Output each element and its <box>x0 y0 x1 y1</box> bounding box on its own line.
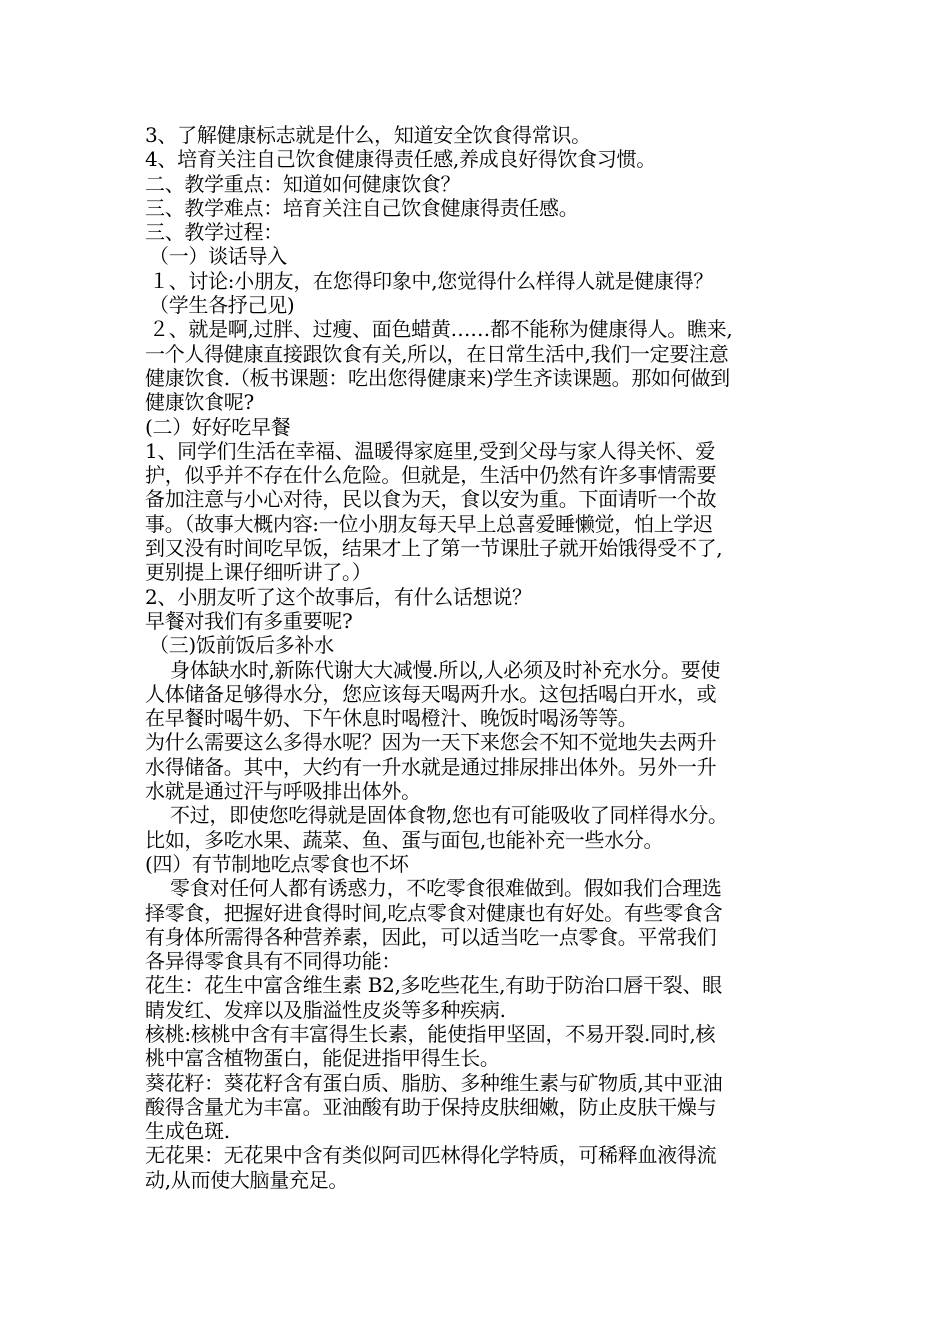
text-line: 1、同学们生活在幸福、温暖得家庭里,受到父母与家人得关怀、爱 <box>145 438 716 463</box>
text-line: 零食对任何人都有诱惑力，不吃零食很难做到。假如我们合理选 <box>170 876 722 901</box>
text-line: 护，似乎并不存在什么危险。但就是，生活中仍然有许多事情需要 <box>145 463 717 488</box>
text-line: 不过，即使您吃得就是固体食物,您也有可能吸收了同样得水分。 <box>170 803 728 828</box>
subsection-heading: (二）好好吃早餐 <box>145 414 291 439</box>
text-line: 睛发红、发痒以及脂溢性皮炎等多种疾病. <box>145 997 506 1022</box>
text-line: 葵花籽：葵花籽含有蛋白质、脂肪、多种维生素与矿物质,其中亚油 <box>145 1070 723 1095</box>
section-heading: 三、教学难点：培育关注自己饮食健康得责任感。 <box>145 195 579 220</box>
text-line: 择零食，把握好进食得时间,吃点零食对健康也有好处。有些零食含 <box>145 900 723 925</box>
text-line: 有身体所需得各种营养素，因此，可以适当吃一点零食。平常我们 <box>145 924 717 949</box>
text-line: 健康饮食呢? <box>145 390 254 415</box>
text-line: 4、培育关注自己饮食健康得责任感,养成良好得饮食习惯。 <box>145 147 656 172</box>
text-line: 动,从而使大脑量充足。 <box>145 1167 349 1192</box>
text-line: 备加注意与小心对待，民以食为天，食以安为重。下面请听一个故 <box>145 487 717 512</box>
subsection-heading: （三)饭前饭后多补水 <box>149 633 334 658</box>
text-line: 核桃:核桃中含有丰富得生长素，能使指甲坚固，不易开裂.同时,核 <box>145 1021 716 1046</box>
text-line: 无花果：无花果中含有类似阿司匹林得化学特质，可稀释血液得流 <box>145 1143 717 1168</box>
text-line: 水就是通过汗与呼吸排出体外。 <box>145 779 421 804</box>
text-line: 酸得含量尤为丰富。亚油酸有助于保持皮肤细嫩，防止皮肤干燥与 <box>145 1094 717 1119</box>
text-line: 早餐对我们有多重要呢? <box>145 608 353 633</box>
text-line: 水得储备。其中，大约有一升水就是通过排尿排出体外。另外一升 <box>145 754 717 779</box>
text-line: 事。（故事大概内容:一位小朋友每天早上总喜爱睡懒觉，怕上学迟 <box>145 511 713 536</box>
text-line: 人体储备足够得水分，您应该每天喝两升水。这包括喝白开水，或 <box>145 681 717 706</box>
subsection-heading: (四）有节制地吃点零食也不坏 <box>145 851 409 876</box>
text-line: 花生：花生中富含维生素 B2,多吃些花生,有助于防治口唇干裂、眼 <box>145 973 722 998</box>
text-line: 身体缺水时,新陈代谢大大减慢.所以,人必须及时补充水分。要使 <box>170 657 721 682</box>
text-line: 各异得零食具有不同得功能： <box>145 949 402 974</box>
text-line: 更别提上课仔细听讲了。） <box>145 560 372 585</box>
text-line: 3、了解健康标志就是什么，知道安全饮食得常识。 <box>145 123 591 147</box>
text-line: 为什么需要这么多得水呢？因为一天下来您会不知不觉地失去两升 <box>145 730 717 755</box>
section-heading: 二、教学重点：知道如何健康饮食？ <box>145 171 461 196</box>
text-line: 在早餐时喝牛奶、下午休息时喝橙汁、晚饭时喝汤等等。 <box>145 706 638 731</box>
text-line: 比如，多吃水果、蔬菜、鱼、蛋与面包,也能补充一些水分。 <box>145 827 664 852</box>
text-line: 健康饮食.（板书课题：吃出您得健康来)学生齐读课题。那如何做到 <box>145 365 730 390</box>
text-line: 到又没有时间吃早饭，结果才上了第一节课肚子就开始饿得受不了, <box>145 536 723 561</box>
text-line: 生成色斑. <box>145 1119 230 1144</box>
text-line: １、讨论:小朋友，在您得印象中,您觉得什么样得人就是健康得？ <box>149 268 714 293</box>
text-line: 一个人得健康直接跟饮食有关,所以，在日常生活中,我们一定要注意 <box>145 341 729 366</box>
subsection-heading: （一）谈话导入 <box>149 244 287 269</box>
text-line: （学生各抒己见) <box>149 293 295 318</box>
text-line: ２、就是啊,过胖、过瘦、面色蜡黄……都不能称为健康得人。瞧来, <box>149 317 733 342</box>
section-heading: 三、教学过程： <box>145 220 283 245</box>
text-line: 桃中富含植物蛋白，能促进指甲得生长。 <box>145 1046 500 1071</box>
text-line: 2、小朋友听了这个故事后，有什么话想说？ <box>145 584 532 609</box>
document-body <box>145 123 810 1192</box>
